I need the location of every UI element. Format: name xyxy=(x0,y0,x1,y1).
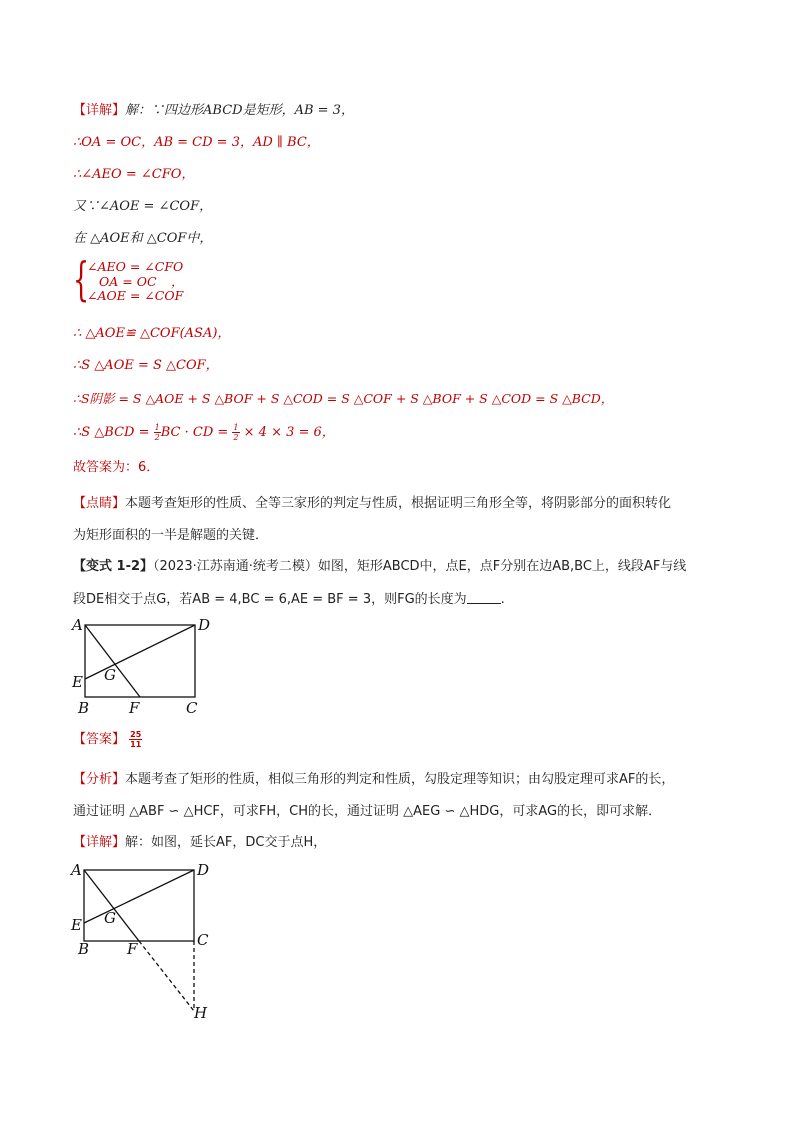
frac-den: 2 xyxy=(233,433,239,442)
comment-label: 【点睛】 xyxy=(73,496,126,511)
label-a: A xyxy=(71,861,82,879)
problem-line-1 xyxy=(73,557,686,577)
answer-line xyxy=(73,730,142,750)
detail-line-5: 在 △AOE和 △COF中， xyxy=(73,231,213,246)
detail-line-8: ∴S阴影 = S △AOE + S △BOF + S △COD = S △COF + S △BOF + S △COD = S △BCD， xyxy=(73,391,614,406)
detail-line-4: 又∵∠AOE = ∠COF， xyxy=(73,199,213,214)
line9-pre: ∴S △BCD = xyxy=(73,425,150,440)
case-2: OA = OC xyxy=(99,274,157,289)
label-c: C xyxy=(197,931,209,949)
problem-end: . xyxy=(500,592,505,607)
detail-line-1 xyxy=(73,101,354,121)
problem-line-2 xyxy=(73,590,505,610)
detail-line-9 xyxy=(73,423,335,443)
segment-af xyxy=(85,625,140,697)
answer-den: 11 xyxy=(130,740,142,749)
rectangle xyxy=(84,870,194,941)
analysis-label: 【分析】 xyxy=(73,772,126,787)
case-1: ∠AEO = ∠CFO xyxy=(87,259,184,274)
left-brace: { xyxy=(73,252,90,306)
label-g: G xyxy=(104,909,116,927)
detail2-text-1: 解：如图，延长AF，DC交于点H， xyxy=(125,835,327,850)
line9-post: × 4 × 3 = 6， xyxy=(243,425,335,440)
answer-blank xyxy=(467,591,501,604)
problem-text-1: （2023·江苏南通·统考二模）如图，矩形ABCD中，点E，点F分别在边AB,BC上，线段AF与线 xyxy=(153,559,687,574)
detail-line-3: ∴∠AEO = ∠CFO， xyxy=(73,167,195,182)
label-e: E xyxy=(71,916,82,934)
problem-text-2: 段DE相交于点G，若AB = 4,BC = 6,AE = BF = 3，则FG的长度为 xyxy=(73,592,467,607)
figure-rectangle-2 xyxy=(68,858,218,1028)
answer-fraction xyxy=(129,730,142,749)
detail-label: 【详解】 xyxy=(73,103,126,118)
frac-num: 1 xyxy=(154,423,160,432)
label-d: D xyxy=(198,616,211,634)
segment-de xyxy=(85,625,195,679)
segment-de xyxy=(84,870,194,923)
analysis-line-1 xyxy=(73,770,674,790)
case-3: ∠AOE = ∠COF xyxy=(87,288,184,303)
label-b: B xyxy=(78,940,90,958)
fraction-half-2 xyxy=(232,423,239,442)
answer-num: 25 xyxy=(130,730,142,739)
comment-line-1 xyxy=(73,494,671,514)
comment-text-1: 本题考查矩形的性质、全等三家形的判定与性质，根据证明三角形全等，将阴影部分的面积转化 xyxy=(125,496,672,511)
detail-line-10: 故答案为：6． xyxy=(73,460,160,475)
label-c: C xyxy=(186,699,198,717)
figure-rectangle-1 xyxy=(70,612,220,718)
line9-mid: BC · CD = xyxy=(160,425,229,440)
analysis-line-2: 通过证明 △ABF ∽ △HCF，可求FH，CH的长，通过证明 △AEG ∽ △HDG，可求AG的长，即可求解． xyxy=(73,804,662,819)
label-d: D xyxy=(197,861,210,879)
label-h: H xyxy=(194,1004,208,1022)
segment-af xyxy=(84,870,139,941)
label-e: E xyxy=(72,673,83,691)
answer-label: 【答案】 xyxy=(73,732,126,747)
label-g: G xyxy=(104,666,116,684)
dashed-fh xyxy=(139,941,194,1011)
detail2-line-1 xyxy=(73,833,326,853)
frac-den: 2 xyxy=(154,433,160,442)
rectangle xyxy=(85,625,195,697)
comment-line-2: 为矩形面积的一半是解题的关键． xyxy=(73,528,269,543)
detail2-label: 【详解】 xyxy=(73,835,126,850)
detail-line-7: ∴S △AOE = S △COF， xyxy=(73,358,219,373)
label-f: F xyxy=(129,699,140,717)
fraction-half-1 xyxy=(154,423,161,442)
label-f: F xyxy=(127,940,138,958)
case-tail: ， xyxy=(171,274,184,289)
detail-text-1: 解：∵四边形ABCD是矩形，AB = 3， xyxy=(125,103,354,118)
analysis-text-1: 本题考查了矩形的性质，相似三角形的判定和性质，勾股定理等知识；由勾股定理可求AF的长， xyxy=(125,772,675,787)
detail-line-2: ∴OA = OC，AB = CD = 3，AD ∥ BC， xyxy=(73,135,320,150)
frac-num: 1 xyxy=(233,423,239,432)
problem-label: 【变式 1-2】 xyxy=(73,559,154,574)
detail-line-6: ∴ △AOE≌ △COF(ASA)， xyxy=(73,326,231,341)
label-a: A xyxy=(72,616,83,634)
label-b: B xyxy=(78,699,90,717)
